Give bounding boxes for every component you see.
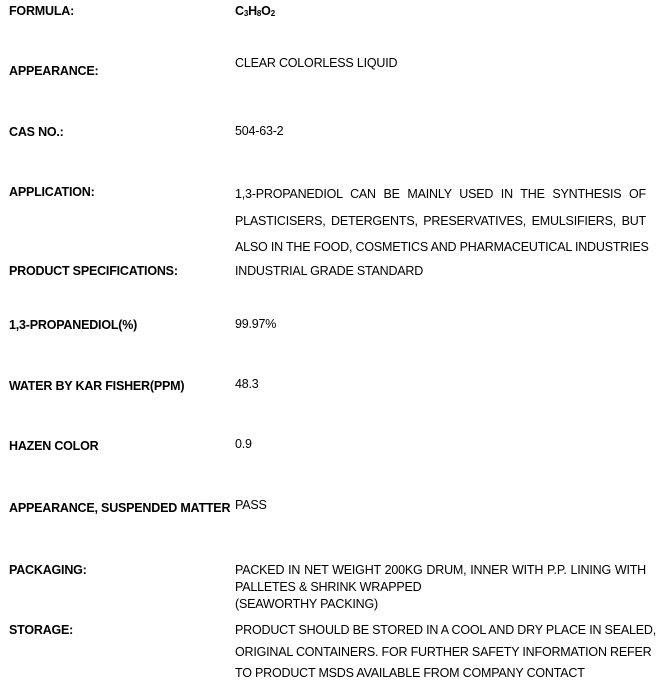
storage-line: PRODUCT SHOULD BE STORED IN A COOL AND DRY PLACE IN SEALED, xyxy=(235,623,656,637)
packaging-line: (SEAWORTHY PACKING) xyxy=(235,597,378,611)
hazen-color-value: 0.9 xyxy=(235,437,252,451)
propanediol-purity-value: 99.97% xyxy=(235,317,277,331)
storage-value xyxy=(235,620,656,685)
application-line: ALSO IN THE FOOD, COSMETICS AND PHARMACEUTICAL INDUSTRIES xyxy=(235,240,649,254)
packaging-label: PACKAGING: xyxy=(9,563,87,577)
storage-line: TO PRODUCT MSDS AVAILABLE FROM COMPANY CONTACT xyxy=(235,666,585,680)
packaging-line: PACKED IN NET WEIGHT 200KG DRUM, INNER WITH P.P. LINING WITH xyxy=(235,563,646,577)
application-value xyxy=(235,181,649,261)
hazen-color-label: HAZEN COLOR xyxy=(9,439,99,453)
application-line: PLASTICISERS, DETERGENTS, PRESERVATIVES, EMULSIFIERS, BUT xyxy=(235,213,646,228)
water-content-label: WATER BY KAR FISHER(PPM) xyxy=(9,379,185,393)
water-content-value: 48.3 xyxy=(235,377,259,391)
appearance-value: CLEAR COLORLESS LIQUID xyxy=(235,56,398,70)
suspended-matter-label: APPEARANCE, SUSPENDED MATTER xyxy=(9,501,231,515)
product-specifications-label: PRODUCT SPECIFICATIONS: xyxy=(9,264,178,278)
suspended-matter-value: PASS xyxy=(235,498,267,512)
appearance-label: APPEARANCE: xyxy=(9,64,99,78)
cas-number-value: 504-63-2 xyxy=(235,124,284,138)
formula-label: FORMULA: xyxy=(9,4,75,18)
packaging-value xyxy=(235,562,646,613)
application-label: APPLICATION: xyxy=(9,185,95,199)
product-specifications-value: INDUSTRIAL GRADE STANDARD xyxy=(235,264,424,278)
storage-label: STORAGE: xyxy=(9,623,74,637)
packaging-line: PALLETES & SHRINK WRAPPED xyxy=(235,580,422,594)
application-line: 1,3-PROPANEDIOL CAN BE MAINLY USED IN THE SYNTHESIS OF xyxy=(235,187,646,201)
formula-value: $C_3H_8O_2$ xyxy=(235,4,275,18)
storage-line: ORIGINAL CONTAINERS. FOR FURTHER SAFETY INFORMATION REFER xyxy=(235,644,652,659)
cas-number-label: CAS NO.: xyxy=(9,125,64,139)
propanediol-purity-label: 1,3-PROPANEDIOL(%) xyxy=(9,318,138,332)
